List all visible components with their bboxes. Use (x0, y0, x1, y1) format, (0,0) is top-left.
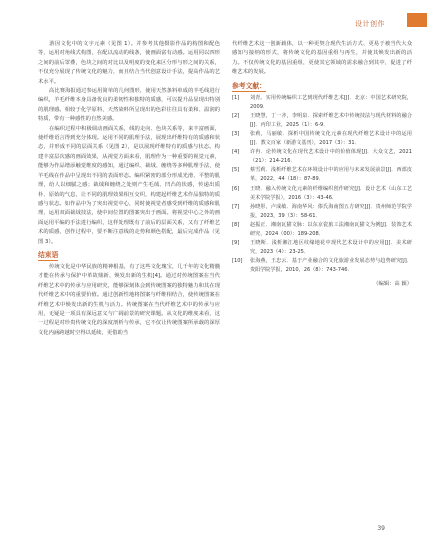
reference-item (232, 94, 412, 112)
reference-item (232, 221, 412, 239)
left-column (38, 40, 220, 338)
paragraph-text: 高比赛海报通过参运用简单的几何图形，使用天然条料单成的羊毛线进行编织，羊毛纤维本身具备优良的柔韧性和独特的质感，可以提升品显现出特别的肌理感。相较于化学原料，天然染料所呈现出的色彩往往具有柔和、温润的特质，带有一种感性的自然美感。 (38, 88, 220, 123)
reference-number: [10] (232, 258, 243, 265)
body-paragraph (232, 40, 412, 78)
page-number: 39 (377, 525, 385, 532)
reference-text: 张莉，马丽敏．探析中国传统文化元素在现代纤维艺术设计中的运用[J]．教文百家（新游文基刊），2017（3）：31． (250, 131, 412, 147)
reference-text: 王晓慧，丁一齐，李明泉．探索纤维艺术中传统技法与现代材料的融合[J]．丙印工业，2025（1）：6-9． (250, 112, 412, 128)
reference-item (232, 257, 412, 275)
reference-item (232, 130, 412, 148)
reference-text: 赵振正．湘南瓦猫文脉：以东京瓷旅工法湘南瓦猫文为例[J]．装饰艺术研究，2024（00）：189-208． (250, 221, 412, 238)
conclusion-heading-wrap (38, 247, 220, 263)
reference-text: 蔡雪莉．浅析纤维艺术在环境设计中的应用与未来发展前景[J]．西部皮革，2022，44（18）：87-89． (250, 167, 412, 183)
section-tab-marker (407, 13, 427, 27)
paragraph-text: 传统文化是中华民族的精神根基，有了这些文化瑰宝，几千年的文化精髓才能在传承与保护中革故鼎新、焕发出新的生机[4]。通过对传统图案在当代纤维艺术中的传承与应用研究，能够深刻体会到传统图案的独特魅力和其在现代纤维艺术中的重要价值。通过创新性地将图案与纤维相结合，使传统图案在纤维艺术中焕发出新的生机与活力。传统图案在当代纤维艺术中的传承与应用，无疑是一项具有深远意义与广阔前景的研究课题。从文化的维度来看，这一过程是对珍贵传统文化的深度剖析与传承，它不仅让传统图案所承载的深厚文化内涵跨越时空得以延续，更借助当 (38, 263, 220, 336)
reference-number: [6] (232, 185, 240, 192)
reference-text: 王晓斯．浅析湘江地区纹缘地花中现代艺术设计中的应用[J]．美术研究，2023（4）：23-25． (250, 240, 412, 256)
paragraph-text: 代纤维艺术这一创新载体，以一种更契合现代生活方式、更易于被当代大众感知与接纳的形式，将传统文化的基因重组与再生，并使其焕发出新的活力。不仅传统文化的基因重组，更使其它领域的需求融合到其中，促进了纤维艺术的发展。 (232, 41, 412, 76)
reference-number: [1] (232, 94, 240, 101)
references-heading-wrap (232, 78, 412, 94)
conclusion-heading: 结束语 (38, 250, 59, 259)
reference-number: [7] (232, 203, 240, 210)
reference-item (232, 203, 412, 221)
body-paragraph (38, 125, 220, 247)
reference-number: [3] (232, 131, 240, 137)
reference-text: 许冉．论传统文化在现代艺术设计中的价值体现[J]．大众文艺，2021（21）：214-216． (250, 149, 412, 165)
right-column (232, 40, 412, 289)
paragraph-text: 游因文化中的文字元素（见图 1）。并参考其他摄影作品的构图和配色等，运用对角线式构图，在配以流动的线条，使画面富有动感。运用同以四形之间的前后罩叠，色块之间的对比以及明度的变化来区分形与形之间的关系，不仅充分展现了传统文化的魅力，而且结合当代创意设计手法，提高作品的艺术水平。 (38, 41, 220, 85)
reference-text: 刘青。实用传统编织工艺到现代纤维艺术[J]．北京：中国艺术研究院，2009． (250, 94, 412, 110)
page-header (0, 0, 427, 34)
reference-number: [2] (232, 112, 240, 119)
reference-number: [5] (232, 167, 240, 174)
body-paragraph (38, 40, 220, 87)
body-paragraph (38, 87, 220, 125)
conclusion-paragraph (38, 263, 220, 338)
reference-number: [9] (232, 240, 240, 247)
reference-item (232, 148, 412, 166)
reference-list (232, 94, 412, 276)
references-heading: 参考文献： (232, 81, 266, 90)
editor-credit: （编辑：高 颖） (373, 280, 412, 287)
reference-text: 王晓．融入传统文化元素的纤维编织创作研究[J]．设计艺术（山东工艺美术学院学报），2016（3）：43-46． (250, 185, 412, 201)
reference-item (232, 185, 412, 203)
reference-number: [4] (232, 149, 240, 156)
reference-text: 孙晓彤，卢成敏．海南华风：傣氏海南图五方研究[J]．贵州师范学院学报，2023，39（3）：58-61． (250, 203, 412, 219)
reference-item (232, 166, 412, 184)
reference-number: [8] (232, 221, 240, 228)
reference-item (232, 112, 412, 130)
reference-text: 张海燕，王忠云．基于产业融合的文化旅游业发展态势与趋势研究[J]．贵阳学院学报，2010，26（8）：743-746． (250, 258, 412, 274)
section-label: 设计创作 (355, 20, 385, 28)
reference-item (232, 239, 412, 257)
paragraph-text: 在编织过程中积极调动画面关系，线的走向、色块关系等，来丰富画面，使纤维语言得到充分体现。运用不同的肌理手法，展现出纤维特有的质感和状态，并形成不同的层面关系（见图 2），是以展现纤维特有的质感与状态。构建丰富层次感的画面效果，从视觉方面来看，肌理作为一种重要的视觉元素，能够为作品增添触觉维度的感知，通过编织、裁绒、缠绕等多种肌理手法，使羊毛线在作品中呈现出不同的表面形态。编织紧密的部分形成光滑、平整的肌理，给人以细腻之感；裁绒和缠绕之处则产生毛绒、凹凸的状感，传递出质朴、原始的气息，让不同的肌理效果相互交织，构建起纤维艺术作品独特的质感与状态。如作品中为了突出视觉中心，同时使视觉者感受到纤维的质感和肌理，运用双面裁绒技法，使中间位置的图案突出于画面。将视觉中心之外的画面运用平编的手法进行编织，这样处理既有了前后的层面关系，又有了纤维艺术的质感，创作过程中，要不断注意线的走势和颜色搭配，最后完成作品（见图 3）。 (38, 125, 220, 245)
